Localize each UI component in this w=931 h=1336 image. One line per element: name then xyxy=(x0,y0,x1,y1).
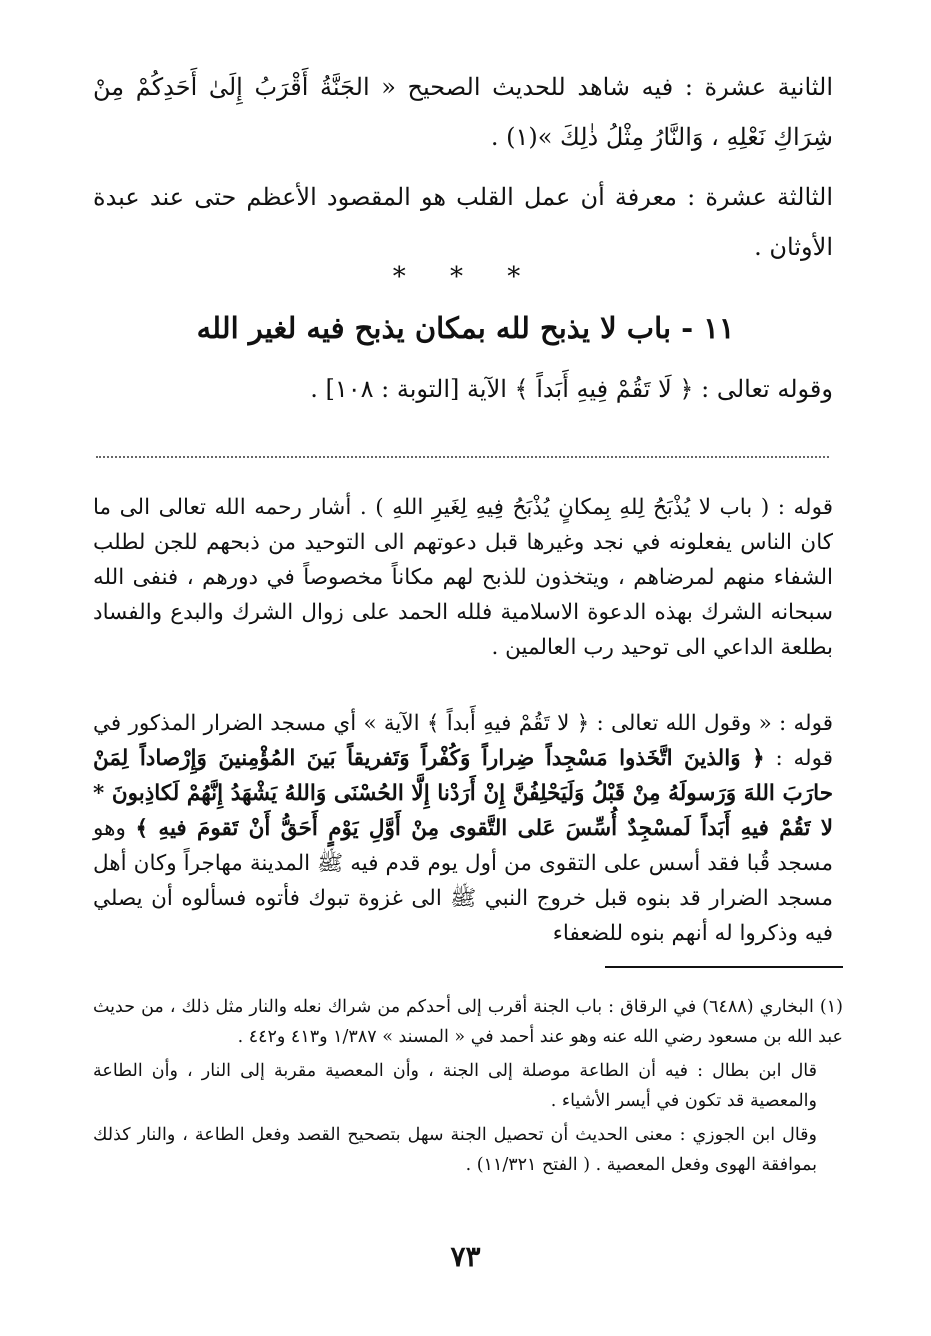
section-separator-stars: * * * xyxy=(392,262,539,292)
lesson-thirteen-paragraph: الثالثة عشرة : معرفة أن عمل القلب هو المقصود الأعظم حتى عند عبدة الأوثان . xyxy=(93,183,833,261)
quran-verse-quote: ﴿ وَالذينَ اتَّخَذوا مَسْجِداً ضِراراً وَكُفْراً وَتَفريقاً بَينَ المُؤْمِنينَ وَإِرْصاداً لِمَنْ حارَبَ اللهَ وَرَسولَهُ مِنْ قَبْلُ وَلَيَحْلِفُنَّ إِنْ أَرَدْنا إِلَّا الحُسْنَى وَاللهُ يَشْهَدُ إِنَّهُمْ لَكاذِبونَ * لا تَقُمْ فيهِ أَبَداً لَمسْجِدٌ أُسِّسَ عَلى التَّقوى مِنْ أَوَّلِ يَوْمٍ أَحَقُّ أَنْ تَقومَ فيهِ ﴾ xyxy=(93,746,833,841)
footnote-ibn-al-jawzi: وقال ابن الجوزي : معنى الحديث أن تحصيل الجنة سهل بتصحيح القصد وفعل الطاعة ، والنار كذلك بموافقة الهوى وفعل المعصية . ( الفتح ١١/٣٢١) . xyxy=(93,1125,817,1175)
commentary-2-rest: وهو مسجد قُبا فقد أسس على التقوى من أول يوم قدم فيه ﷺ المدينة مهاجراً وكان أهل مسجد الضرار قد بنوه قبل خروج النبي ﷺ الى غزوة تبوك فأتوه فسألوه أن يصلي فيه وذكروا له أنهم بنوه للضعفاء xyxy=(93,816,833,946)
commentary-paragraph-2 xyxy=(93,706,833,951)
page-number: ٧٣ xyxy=(450,1240,481,1273)
commentary-paragraph-1: قوله : ( باب لا يُذْبَحُ لِلهِ بِمكانٍ يُذْبَحُ فِيهِ لِغَيرِ اللهِ ) . أشار رحمه الله تعالى الى ما كان الناس يفعلونه في نجد وغيرها قبل دعوتهم الى التوحيد من ذبحهم للجن لطلب الشفاء منهم لمرضاهم ، ويتخذون للذبح لهم مكاناً مخصوصاً في دورهم ، فنفى الله سبحانه الشرك بهذه الدعوة الاسلامية فلله الحمد على زوال الشرك والبدع والفساد بطلعة الداعي الى توحيد رب العالمين . xyxy=(93,495,833,660)
footnote-ibn-battal: قال ابن بطال : فيه أن الطاعة موصلة إلى الجنة ، وأن المعصية مقربة إلى النار ، وأن الطاعة والمعصية قد تكون في أيسر الأشياء . xyxy=(93,1061,817,1111)
commentary-2-intro: قوله : « وقول الله تعالى : ﴿ لا تَقُمْ فيهِ أَبداً ﴾ الآية » أي مسجد الضرار المذكور في قوله : xyxy=(93,711,833,771)
footnote-rule xyxy=(605,966,843,968)
lesson-twelve-paragraph: الثانية عشرة : فيه شاهد للحديث الصحيح « الجَنَّةُ أَقْرَبُ إِلَىٰ أَحَدِكُمْ مِنْ شِرَاكِ نَعْلِهِ ، وَالنَّارُ مِثْلُ ذٰلِكَ »(١) . xyxy=(93,73,833,151)
chapter-title: ١١ - باب لا يذبح لله بمكان يذبح فيه لغير الله xyxy=(196,311,735,345)
footnote-1: (١) البخاري (٦٤٨٨) في الرقاق : باب الجنة أقرب إلى أحدكم من شراك نعله والنار مثل ذلك ، من حديث عبد الله بن مسعود رضي الله عنه وهو عند أحمد في « المسند » ١/٣٨٧ و٤١٣ و٤٤٢ . xyxy=(93,997,843,1047)
chapter-verse: وقوله تعالى : ﴿ لَا تَقُمْ فِيهِ أَبَداً ﴾ الآية [التوبة : ١٠٨] . xyxy=(310,375,833,403)
footnotes xyxy=(93,992,843,1184)
dotted-divider xyxy=(96,456,829,458)
